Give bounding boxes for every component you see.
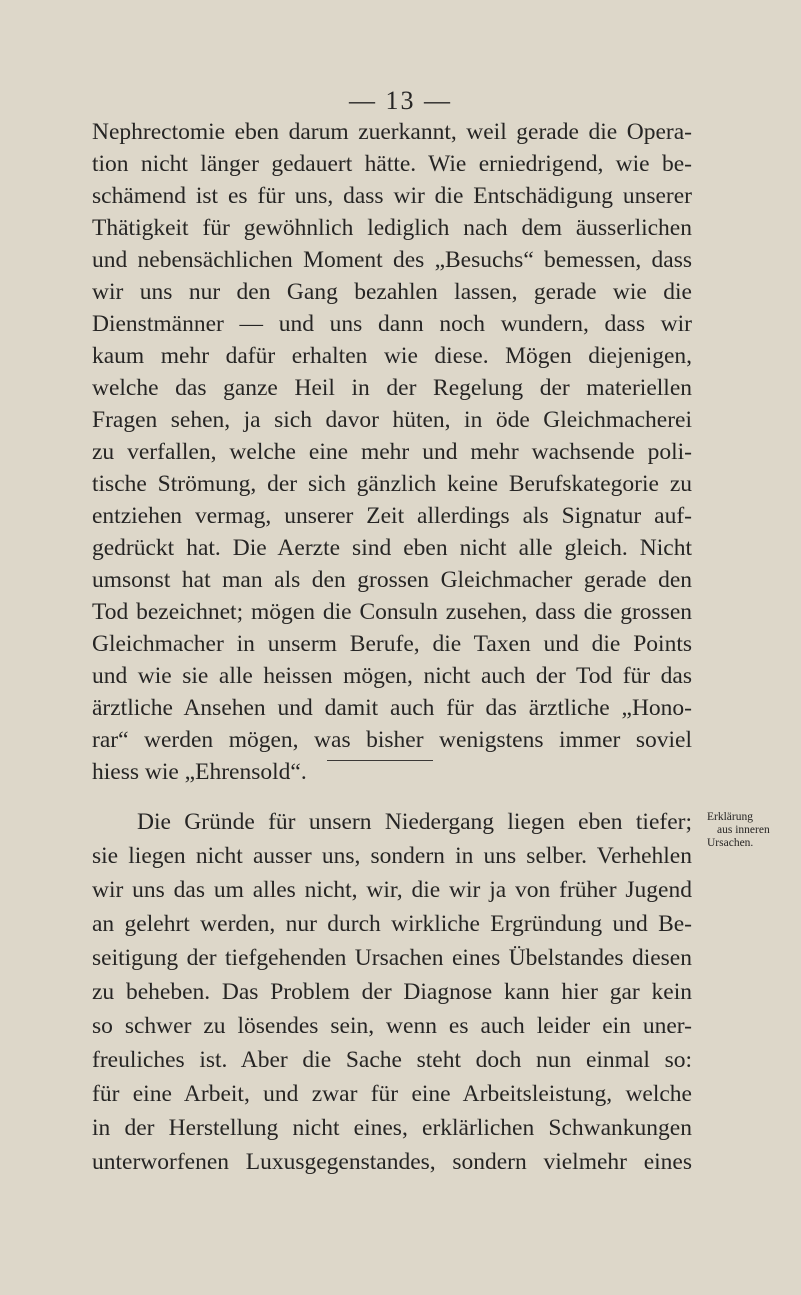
text-line: tion nicht länger gedauert hätte. Wie erniedrigend, wie be- [92, 151, 692, 177]
text-line: zu verfallen, welche eine mehr und mehr wachsende poli- [92, 439, 692, 465]
text-line: Fragen sehen, ja sich davor hüten, in öde Gleichmacherei [92, 407, 692, 433]
text-line: und nebensächlichen Moment des „Besuchs“ bemessen, dass [92, 247, 692, 273]
text-line: Tod bezeichnet; mögen die Consuln zusehen, dass die grossen [92, 599, 692, 625]
text-line: für eine Arbeit, und zwar für eine Arbeitsleistung, welche [92, 1081, 692, 1107]
text-line: sie liegen nicht ausser uns, sondern in uns selber. Verhehlen [92, 843, 692, 869]
text-line: Die Gründe für unsern Niedergang liegen eben tiefer; [137, 809, 692, 835]
text-line: zu beheben. Das Problem der Diagnose kann hier gar kein [92, 979, 692, 1005]
margin-note-line: aus inneren [717, 824, 770, 836]
margin-note-line: Ursachen. [707, 837, 754, 849]
text-line: gedrückt hat. Die Aerzte sind eben nicht alle gleich. Nicht [92, 535, 692, 561]
text-line: an gelehrt werden, nur durch wirkliche Ergründung und Be- [92, 911, 692, 937]
text-line: tische Strömung, der sich gänzlich keine Berufskategorie zu [92, 471, 692, 497]
text-line: freuliches ist. Aber die Sache steht doch nun einmal so: [92, 1047, 692, 1073]
text-line: so schwer zu lösendes sein, wenn es auch leider ein uner- [92, 1013, 692, 1039]
text-line: ärztliche Ansehen und damit auch für das ärztliche „Hono- [92, 695, 692, 721]
text-line: Dienstmänner — und uns dann noch wundern, dass wir [92, 311, 692, 337]
text-line: umsonst hat man als den grossen Gleichmacher gerade den [92, 567, 692, 593]
text-line: Thätigkeit für gewöhnlich lediglich nach dem äusserlichen [92, 215, 692, 241]
text-line: seitigung der tiefgehenden Ursachen eines Übelstandes diesen [92, 945, 692, 971]
text-line: Gleichmacher in unserm Berufe, die Taxen und die Points [92, 631, 692, 657]
page-number: — 13 — [349, 86, 452, 115]
text-line: welche das ganze Heil in der Regelung der materiellen [92, 375, 692, 401]
text-line: entziehen vermag, unserer Zeit allerdings als Signatur auf- [92, 503, 692, 529]
text-line: wir uns nur den Gang bezahlen lassen, gerade wie die [92, 279, 692, 305]
text-line: hiess wie „Ehrensold“. [92, 759, 307, 785]
text-line: schämend ist es für uns, dass wir die Entschädigung unserer [92, 183, 692, 209]
text-line: rar“ werden mögen, was bisher wenigstens immer soviel [92, 727, 692, 753]
text-line: in der Herstellung nicht eines, erklärlichen Schwankungen [92, 1115, 692, 1141]
text-line: kaum mehr dafür erhalten wie diese. Mögen diejenigen, [92, 343, 692, 369]
section-divider [327, 760, 433, 761]
text-line: wir uns das um alles nicht, wir, die wir ja von früher Jugend [92, 877, 692, 903]
text-line: unterworfenen Luxusgegenstandes, sondern vielmehr eines [92, 1149, 692, 1175]
text-line: Nephrectomie eben darum zuerkannt, weil gerade die Opera- [92, 119, 692, 145]
margin-note-line: Erklärung [707, 811, 753, 823]
text-line: und wie sie alle heissen mögen, nicht auch der Tod für das [92, 663, 692, 689]
